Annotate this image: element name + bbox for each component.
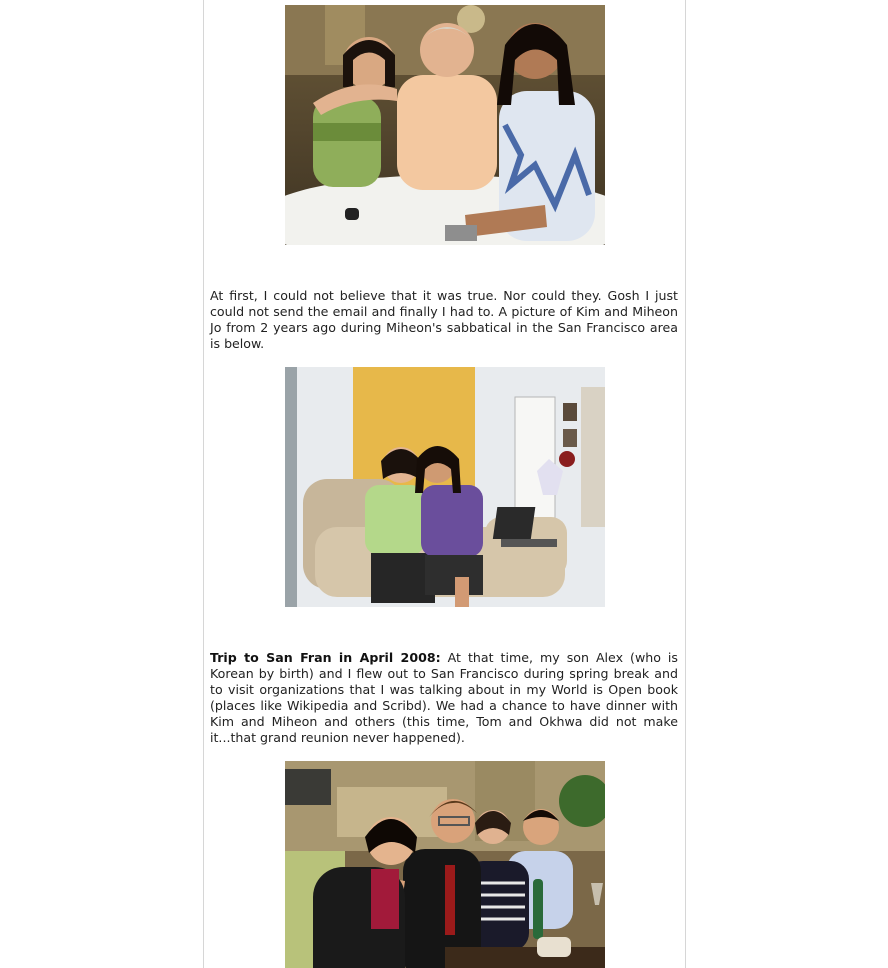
photo-kim-and-miheon[interactable] — [285, 367, 605, 607]
paragraph-reunion-news-text: At first, I could not believe that it was true. Nor could they. Gosh I just could not send the email and finally I had to. A picture of Kim and Miheon Jo from 2 years ago during Miheon's sabbatical in the San Francisco area is below. — [210, 288, 678, 351]
blog-post-column — [203, 0, 686, 968]
photo-three-friends-at-table[interactable] — [285, 5, 605, 245]
photo-three-friends-image — [285, 5, 605, 245]
paragraph-reunion-news — [210, 288, 678, 352]
photo-dinner-group-image — [285, 761, 605, 968]
paragraph-san-fran-trip-text: At that time, my son Alex (who is Korean by birth) and I flew out to San Francisco during spring break and to visit organizations that I was talking about in my World is Open book (places like Wikipedia and Scribd). We had a chance to have dinner with Kim and Miheon and others (this time, Tom and Okhwa did not make it...that grand reunion never happened). — [210, 650, 678, 745]
paragraph-san-fran-trip-heading: Trip to San Fran in April 2008: — [210, 650, 441, 665]
photo-dinner-group[interactable] — [285, 761, 605, 968]
paragraph-san-fran-trip — [210, 650, 678, 746]
photo-kim-and-miheon-image — [285, 367, 605, 607]
